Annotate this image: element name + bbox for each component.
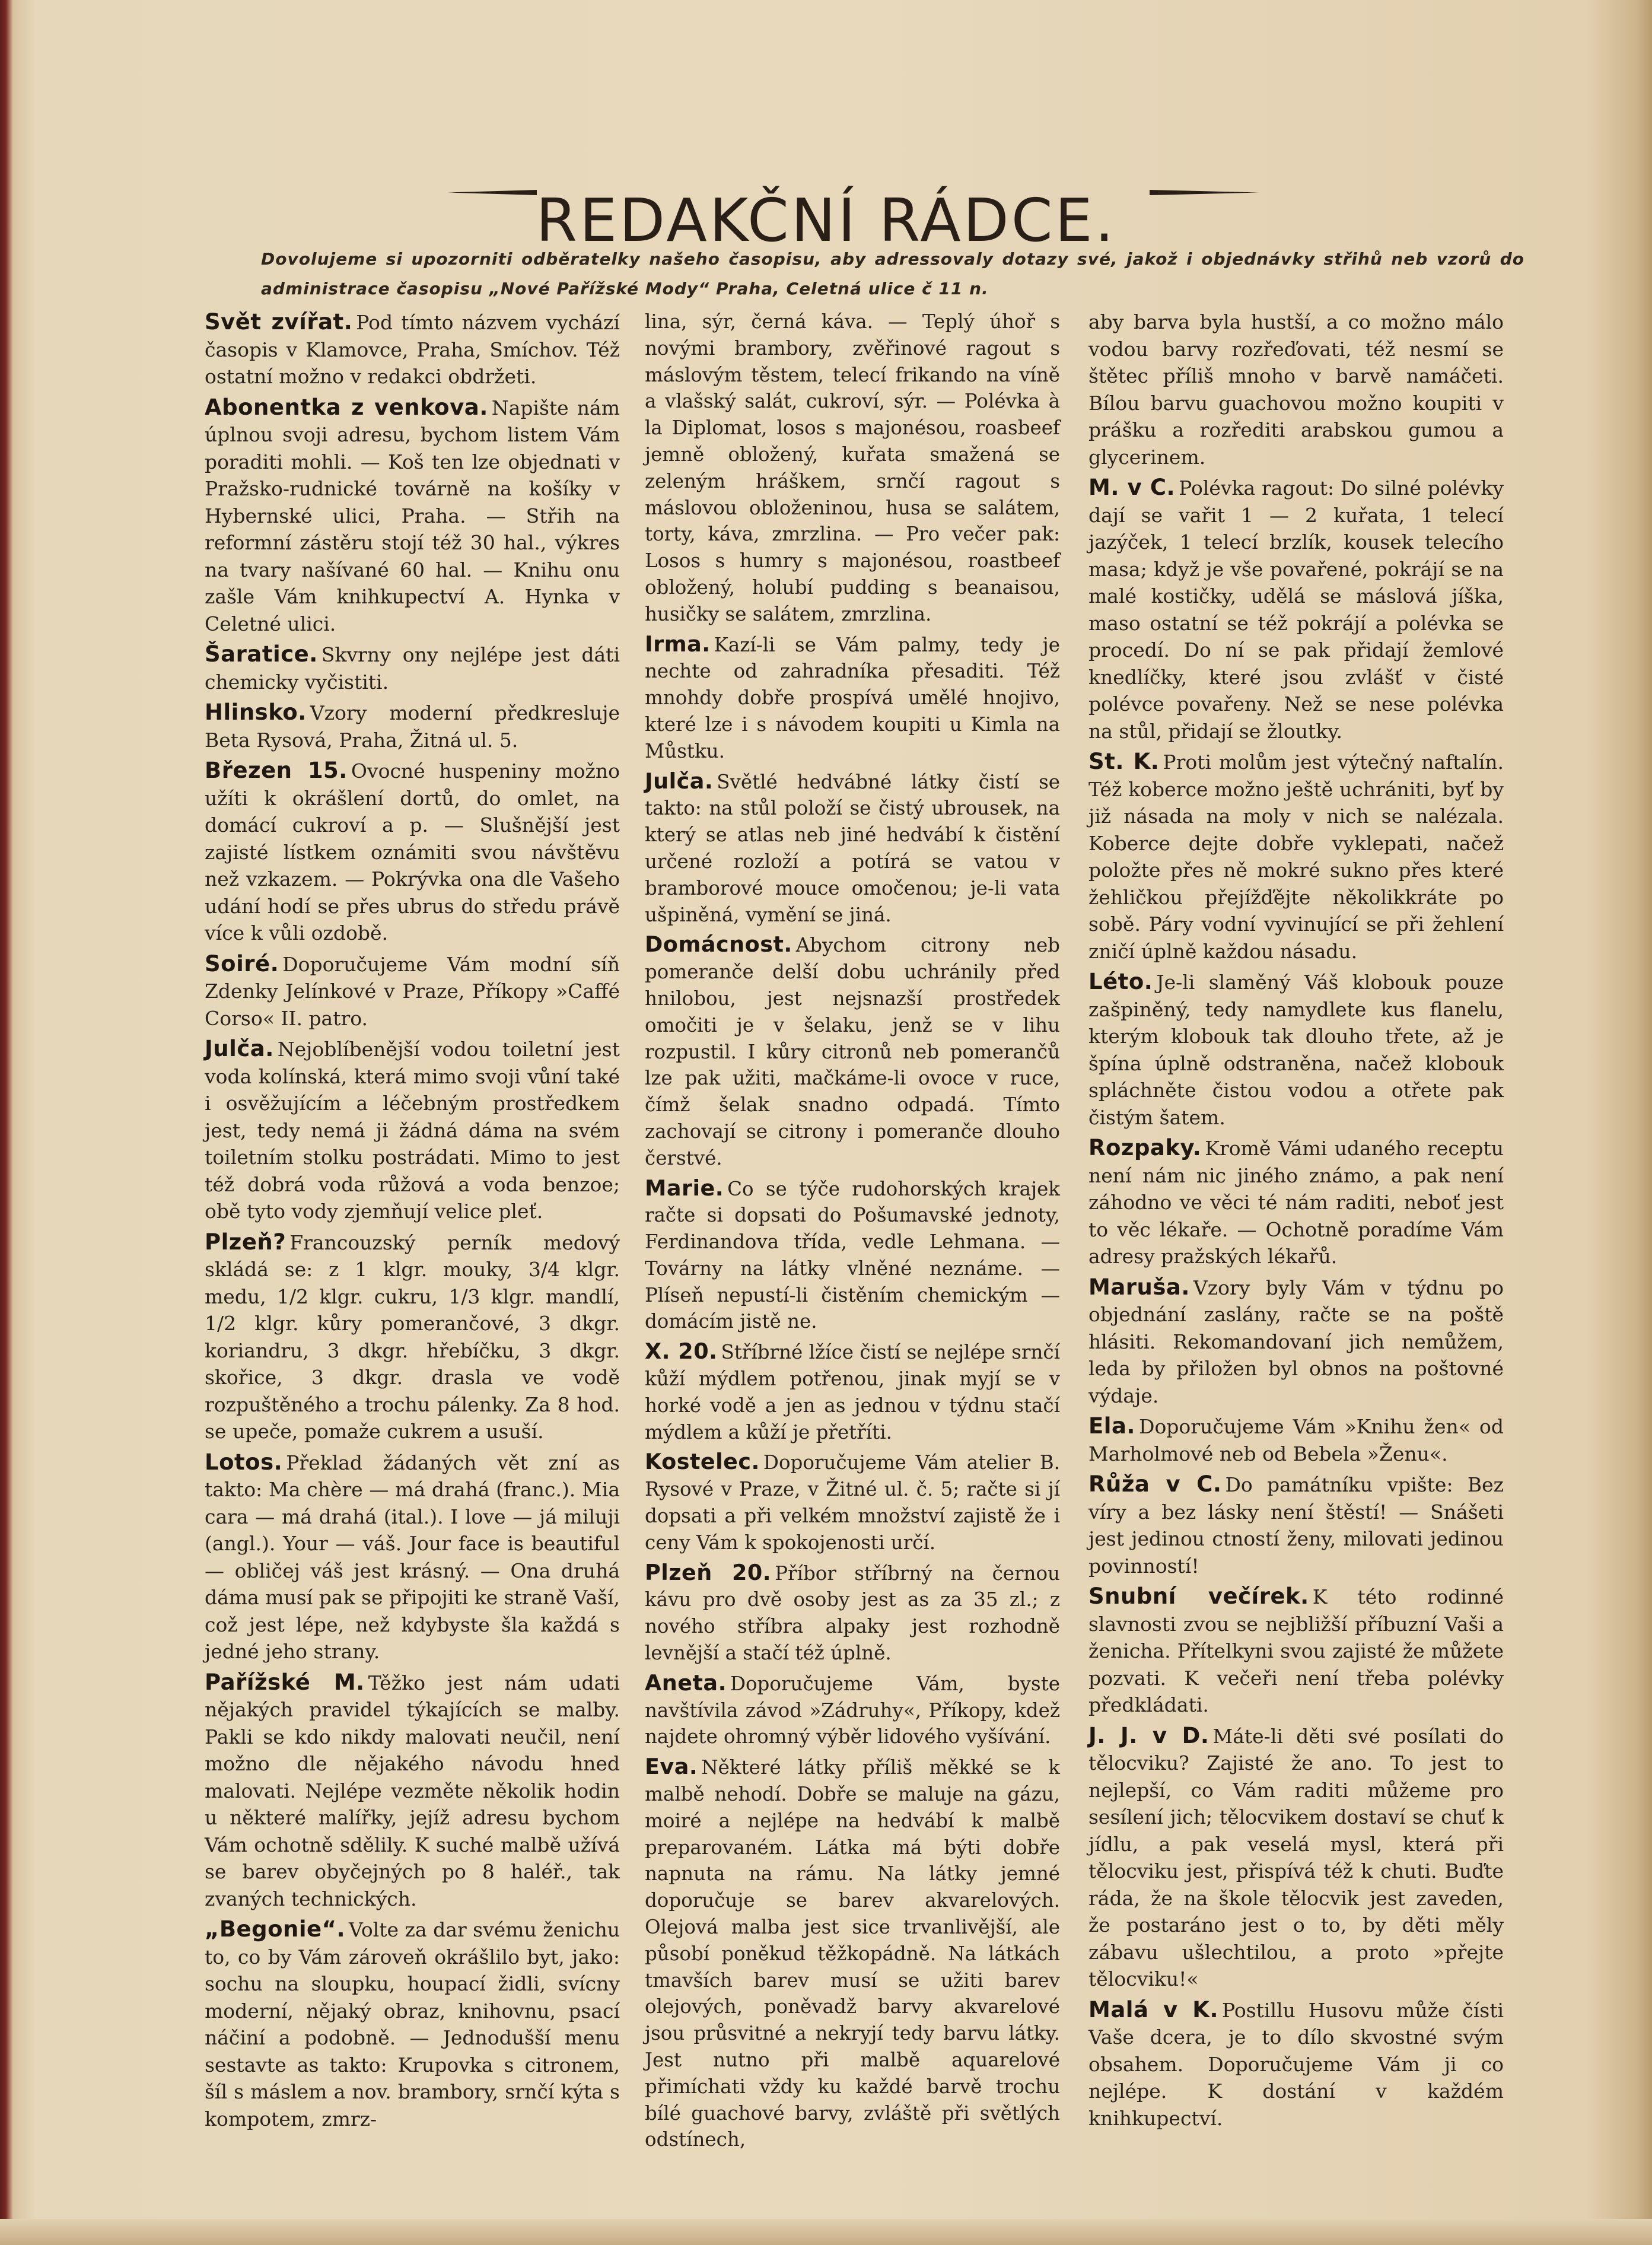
entry-addressee: X. 20. [645,1338,718,1365]
entry-addressee: J. J. v D. [1088,1722,1209,1748]
entry-text: Do památníku vpište: Bez víry a bez lásky není štěstí! — Snášeti jest jedinou ctností ženy, milovati jedinou povinností! [1088,1473,1504,1578]
page-header [0,142,1652,255]
entry-text: Co se týče rudohorských krajek račte si dopsati do Pošumavské jednoty, Ferdinandova třída, vedle Lehmana. — Továrny na látky vlněné neznáme. — Plíseň nepustí-li čistěním chemickým — domácím jistě ne. [645,1177,1060,1333]
entry-addressee: M. v C. [1088,475,1176,500]
advice-entry [645,631,1060,765]
entry-text: Kazí-li se Vám palmy, tedy je nechte od zahradníka přesaditi. Též mnohdy dobře prospívá umělé hnojivo, které lze i s návodem koupiti u Kimla na Můstku. [645,633,1060,762]
advice-entry [1088,748,1504,965]
entry-text: lina, sýr, černá káva. — Teplý úhoř s novými brambory, zvěřinové ragout s máslovým těstem, telecí frikando na víně a vlašský salát, cukroví, sýr. — Polévka à la Diplomat, losos s majonésou, roasbeef jemně obložený, kuřata smažená se zeleným hráškem, srnčí ragout s máslovou obloženinou, husa se salátem, torty, káva, zmrzlina. — Pro večer pak: Losos s humry s majonésou, roastbeef obložený, holubí pudding s beanaisou, husičky se salátem, zmrzlina. [645,310,1060,625]
entry-text: Vzory moderní předkresluje Beta Rysová, Praha, Žitná ul. 5. [205,701,620,752]
advice-entry [645,1338,1060,1445]
entry-addressee: Aneta. [645,1670,727,1696]
entry-addressee: Březen 15. [205,758,348,783]
entry-addressee: Šaratice. [205,641,318,667]
advice-entry [1088,1722,1504,1993]
entry-addressee: Domácnost. [645,931,792,958]
entry-addressee: Snubní večírek. [1088,1583,1309,1609]
advice-entry [1088,309,1504,470]
advice-entry [1088,1274,1504,1410]
entry-addressee: St. K. [1088,749,1160,774]
advice-entry [205,641,620,695]
entry-addressee: Julča. [205,1036,274,1061]
advice-entry [1088,1996,1504,2132]
entry-addressee: Kostelec. [645,1449,760,1475]
entry-text: aby barva byla hustší, a co možno málo vodou barvy rozřeďovati, též nesmí se štětec příliš mnoho v barvě namáčeti. Bílou barvu guachovou možno koupiti v prášku a rozřediti arabskou gumou a glycerinem. [1088,310,1504,469]
entry-addressee: Irma. [645,631,711,657]
advice-entry [645,768,1060,928]
entry-text: Kromě Vámi udaného receptu není nám nic jiného známo, a pak není záhodno ve věci té nám raditi, neboť jest to věc lékaře. — Ochotně poradíme Vám adresy pražských lékařů. [1088,1137,1504,1268]
entry-addressee: Rozpaky. [1088,1135,1202,1160]
advice-entry [1088,1471,1504,1579]
entry-text: Pod tímto názvem vychází časopis v Klamovce, Praha, Smíchov. Též ostatní možno v redakci obdržeti. [205,311,620,388]
advice-entry [645,1754,1060,2153]
entry-text: Světlé hedvábné látky čistí se takto: na stůl položí se čistý ubrousek, na který se atlas neb jiné hedvábí k čistění určené rozloží a potírá se vatou v bramborové mouce omočenou; je-li vata ušpiněná, vymění se jiná. [645,770,1060,926]
entry-addressee: Plzeň? [205,1229,287,1255]
entry-text: Abychom citrony neb pomeranče delší dobu uchránily před hnilobou, jest nejsnazší prostředek omočiti je v šelaku, jenž se v lihu rozpustil. I kůry citronů neb pomerančů lze pak užiti, mačkáme-li ovoce v ruce, čímž šelak snadno odpadá. Tímto zachovají se citrony i pomeranče dlouho čerstvé. [645,934,1060,1169]
advice-entry [205,394,620,638]
entry-text: Proti molům jest výtečný naftalín. Též koberce možno ještě uchrániti, byť by již násada na moly v nich se nalézala. Koberce dejte dobře vyklepati, načež položte přes ně mokré sukno přes které žehličkou přejížďějte několikkráte po sobě. Páry vodní vyvinující se při žehlení zničí úplně každou násadu. [1088,751,1504,963]
page-bottom-edge [0,2219,1652,2245]
entry-addressee: Ela. [1088,1413,1135,1439]
entry-addressee: Julča. [645,768,714,794]
advice-entry [205,1229,620,1445]
entry-text: Polévka ragout: Do silné polévky dají se vařit 1 — 2 kuřata, 1 telecí jazýček, 1 telecí brzlík, kousek telecího masa; když je vše povařené, pokrájí se na malé kostičky, udělá se máslová jíška, maso ostatní se též pokrájí a polévka se procedí. Do ní se pak přidají žemlové knedlíčky, které jsou zvlášť v čisté polévce povařeny. Než se nese polévka na stůl, přidají se žloutky. [1088,476,1504,743]
advice-entry [645,931,1060,1171]
advice-entry [205,1669,620,1913]
page-title: REDAKČNÍ RÁDCE. [536,186,1116,255]
entry-text: Napište nám úplnou svoji adresu, bychom listem Vám poraditi mohli. — Koš ten lze objednati v Pražsko-rudnické továrně na košíky v Hybernské ulici, Praha. — Střih na reformní zástěru stojí též 30 hal., výkres na tvary našívané 60 hal. — Knihu onu zašle Vám knihkupectví A. Hynka v Celetné ulici. [205,396,620,635]
entry-addressee: Lotos. [205,1449,283,1475]
entry-addressee: Plzeň 20. [645,1559,772,1585]
entry-text: Těžko jest nám udati nějakých pravidel týkajících se malby. Pakli se kdo nikdy malovati neučil, není možno dle nějakého návodu hned malovati. Nejlépe vezměte několik hodin u některé malířky, jejíž adresu bychom Vám ochotně sdělily. K suché malbě užívá se barev obyčejných po 8 haléř., tak zvaných technických. [205,1671,620,1910]
entry-addressee: Růža v C. [1088,1471,1222,1497]
advice-entry [205,1449,620,1665]
entry-addressee: Maruša. [1088,1274,1190,1300]
entry-text: Doporučujeme Vám modní síň Zdenky Jelínkové v Praze, Příkopy »Caffé Corso« II. patro. [205,952,620,1030]
entry-addressee: Soiré. [205,950,279,977]
entry-addressee: Abonentka z venkova. [205,394,488,420]
entry-addressee: Marie. [645,1175,724,1201]
editorial-notice: Dovolujeme si upozorniti odběratelky našeho časopisu, aby adressovaly dotazy své, jakož i objednávky střihů neb vzorů do administrace časopisu „Nové Pařížské Mody“ Praha, Celetná ulice č 11 n. [261,249,1524,298]
advice-entry [645,1175,1060,1335]
entry-text: Skvrny ony nejlépe jest dáti chemicky vyčistiti. [205,643,620,694]
entry-text: Ovocné huspeniny možno užíti k okrášlení dortů, do omlet, na domácí cukroví a p. — Slušnější jest zajisté lístkem oznámiti svou návštěvu než vzkazem. — Pokrývka ona dle Vašeho udání hodí se přes ubrus do středu právě více k vůli ozdobě. [205,759,620,945]
entry-addressee: Hlinsko. [205,699,307,725]
entry-text: Doporučujeme Vám atelier B. Rysové v Praze, v Žitné ul. č. 5; račte si jí dopsati a při velkém množství zajistě že i ceny Vám k spokojenosti určí. [645,1451,1060,1554]
advice-entry [645,1560,1060,1667]
entry-text: Stříbrné lžíce čistí se nejlépe srnčí kůží mýdlem potřenou, jinak myjí se v horké vodě a jen as jednou v týdnu stačí mýdlem a kůží je přetříti. [645,1341,1060,1443]
entry-text: K této rodinné slavnosti zvou se nejbližší příbuzní Vaši a ženicha. Přítelkyni svou zajisté že můžete pozvati. K večeři není třeba polévky předkládati. [1088,1585,1504,1716]
entry-text: Je-li slaměný Váš klobouk pouze zašpiněný, tedy namydlete kus flanelu, kterým klobouk tak dlouho třete, až je špína úplně odstraněna, načež klobouk spláchněte čistou vodou a otřete pak čistým šatem. [1088,971,1504,1129]
column-left [205,309,620,2136]
advice-entry [1088,474,1504,745]
entry-text: Překlad žádaných vět zní as takto: Ma chère — má drahá (franc.). Mia cara — má drahá (ital.). I love — já miluji (angl.). Your — váš. Jour face is beautiful — obličej váš jest krásný. — Ona druhá dáma musí pak se připojiti ke straně Vaší, což jest lépe, než kdybyste šla každá s jedné jeho strany. [205,1451,620,1663]
entry-text: Příbor stříbrný na černou kávu pro dvě osoby jest as za 35 zl.; z nového stříbra alpaky jest rozhodně levnější a stačí též úplně. [645,1562,1060,1665]
advice-entry [1088,968,1504,1131]
entry-addressee: Svět zvířat. [205,309,353,335]
entry-addressee: Léto. [1088,969,1153,994]
entry-text: Volte za dar svému ženichu to, co by Vám zároveň okrášlilo byt, jako: sochu na sloupku, houpací židli, svícny moderní, nějaký obraz, knihovnu, psací náčiní a podobně. — Jednodušší menu sestavte as takto: Krupovka s citronem, šíl s máslem a nov. brambory, srnčí kýta s kompotem, zmrz- [205,1918,620,2130]
advice-entry [205,1035,620,1225]
entry-text: Máte-li děti své posílati do tělocviku? Zajisté že ano. To jest to nejlepší, co Vám raditi můžeme pro sesílení jich; tělocvikem dostaví se chuť k jídlu, a pak veselá mysl, která při tělocviku jest, přispívá též k chuti. Buďte ráda, že na škole tělocvik jest zaveden, že postaráno jest o to, by děti měly zábavu ušlechtilou, a proto »přejte tělocviku!« [1088,1724,1504,1990]
advice-entry [645,1670,1060,1750]
entry-addressee: Malá v K. [1088,1996,1219,2023]
entry-text: Francouzský perník medový skládá se: z 1 klgr. mouky, 3/4 klgr. medu, 1/2 klgr. cukru, 1/3 klgr. mandlí, 1/2 klgr. kůry pomerančové, 3 dkgr. koriandru, 3 dkgr. hřebíčku, 3 dkgr. skořice, 3 dkgr. drasla ve vodě rozpuštěného a trochu pálenky. Za 8 hod. se upeče, pomaže cukrem a usuší. [205,1230,620,1443]
advice-entry [645,309,1060,628]
entry-text: Vzory byly Vám v týdnu po objednání zaslány, račte se na poště hlásiti. Rekomandovaní jich nemůžem, leda by přiložen byl obnos na poštovné výdaje. [1088,1276,1504,1407]
advice-entry [645,1449,1060,1556]
advice-entry [1088,1583,1504,1719]
entry-text: Doporučujeme Vám »Knihu žen« od Marholmové neb od Bebela »Ženu«. [1088,1415,1504,1465]
advice-entry [1088,1134,1504,1270]
entry-addressee: Eva. [645,1754,698,1780]
entry-text: Postillu Husovu může čísti Vaše dcera, je to dílo skvostné svým obsahem. Doporučujeme Vám ji co nejlépe. K dostání v každém knihkupectví. [1088,1998,1504,2130]
entry-addressee: „Begonie“. [205,1916,346,1942]
entry-addressee: Pařížské M. [205,1669,365,1695]
advice-entry [205,950,620,1032]
entry-text: Některé látky příliš měkké se k malbě nehodí. Dobře se maluje na gázu, moiré a nejlépe na hedvábí k malbě preparovaném. Látka má býti dobře napnuta na rámu. Na látky jemné doporučuje se barev akvarelových. Olejová malba jest sice trvanlivější, ale působí poněkud těžkopádně. Na látkách tmavších barev musí se užiti barev olejových, poněvadž barvy akvarelové jsou průsvitné a nekryjí tedy barvu látky. Jest nutno při malbě aquarelové přimíchati vždy ku každé barvě trochu bílé guachové barvy, zvláště při světlých odstínech, [645,1756,1060,2151]
advice-entry [1088,1413,1504,1467]
entry-text: Nejoblíbenější vodou toiletní jest voda kolínská, která mimo svoji vůní také i osvěžujícím a léčebným prostředkem jest, tedy nemá ji žádná dáma na svém toiletním stolku postrádati. Mimo to jest též dobrá voda růžová a voda benzoe; obě tyto vody zjemňují velice pleť. [205,1038,620,1223]
entry-text: Doporučujeme Vám, byste navštívila závod »Zádruhy«, Příkopy, kdež najdete ohromný výběr lidového vyšívání. [645,1672,1060,1748]
advice-entry [205,757,620,947]
column-middle [645,309,1060,2157]
advice-entry [205,699,620,753]
column-right [1088,309,1504,2135]
advice-entry [205,1916,620,2132]
advice-entry [205,309,620,390]
